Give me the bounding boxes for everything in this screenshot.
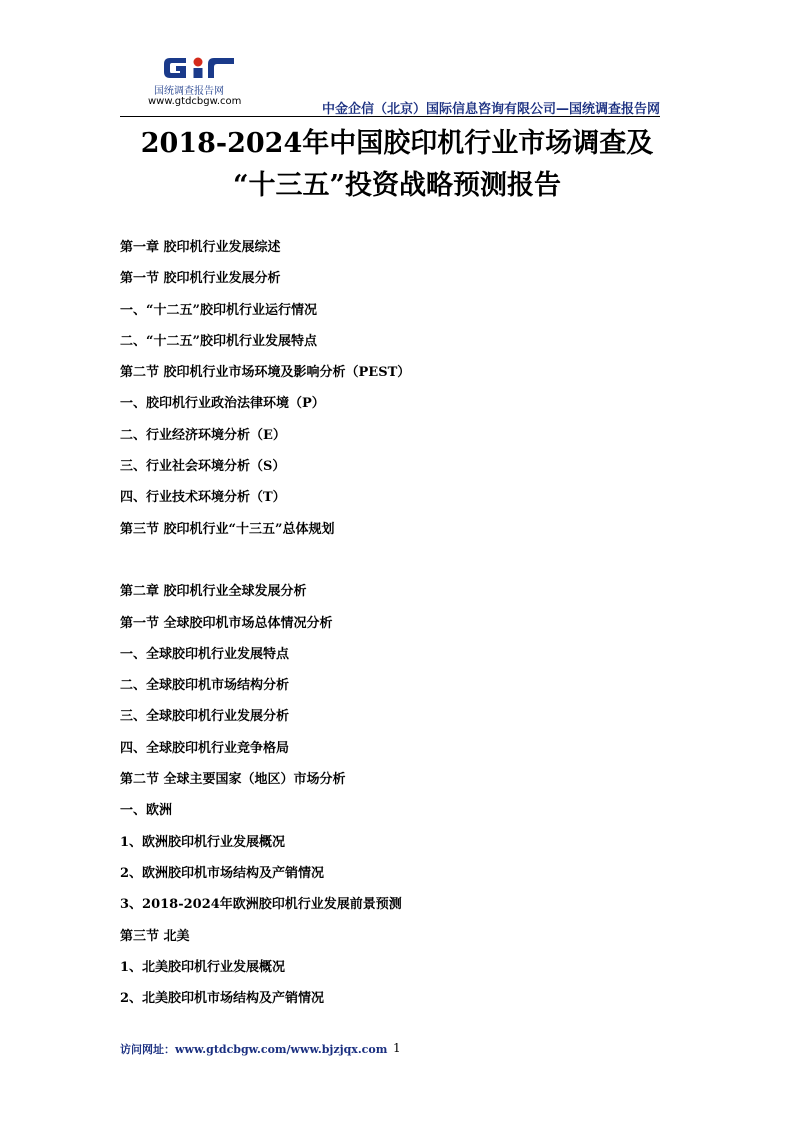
logo-url: www.gtdcbgw.com <box>148 96 242 107</box>
toc-item: 第二节 胶印机行业市场环境及影响分析（PEST） <box>120 365 411 381</box>
toc-item: 第二节 全球主要国家（地区）市场分析 <box>120 772 346 788</box>
toc-item: 2、欧洲胶印机市场结构及产销情况 <box>120 865 325 881</box>
header-divider <box>120 116 660 117</box>
footer-url-link[interactable]: www.gtdcbgw.com/www.bjzjqx.com <box>175 1043 388 1056</box>
report-title-line-1: 2018-2024年中国胶印机行业市场调查及 <box>140 128 654 159</box>
toc-item: 1、北美胶印机行业发展概况 <box>120 959 286 975</box>
report-title-line-2: “十三五”投资战略预测报告 <box>232 170 562 201</box>
footer <box>120 1041 387 1057</box>
toc-item: 第三节 北美 <box>120 928 190 944</box>
footer-label: 访问网址： <box>120 1043 175 1056</box>
logo-site-name: 国统调查报告网 <box>154 86 224 97</box>
toc-item: 二、全球胶印机市场结构分析 <box>120 678 290 694</box>
toc-item: 2、北美胶印机市场结构及产销情况 <box>120 991 325 1007</box>
logo <box>148 54 258 112</box>
toc-item: 三、全球胶印机行业发展分析 <box>120 709 290 725</box>
company-name: 中金企信（北京）国际信息咨询有限公司—国统调查报告网 <box>321 102 660 117</box>
toc-item: 第三节 胶印机行业“十三五”总体规划 <box>120 521 335 537</box>
toc-item: 一、全球胶印机行业发展特点 <box>120 646 290 662</box>
toc-item: 三、行业社会环境分析（S） <box>120 459 286 475</box>
toc-item: 一、胶印机行业政治法律环境（P） <box>120 396 325 412</box>
toc-item: 二、“十二五”胶印机行业发展特点 <box>120 333 317 349</box>
toc-item: 四、行业技术环境分析（T） <box>120 490 286 506</box>
toc-spacer <box>120 549 680 580</box>
logo-mark-icon <box>162 54 242 82</box>
toc-item: 3、2018-2024年欧洲胶印机行业发展前景预测 <box>120 897 402 913</box>
table-of-contents <box>120 236 680 1018</box>
toc-item: 第一章 胶印机行业发展综述 <box>120 240 281 255</box>
toc-item: 第一节 胶印机行业发展分析 <box>120 271 281 287</box>
toc-item: 一、“十二五”胶印机行业运行情况 <box>120 302 317 318</box>
toc-item: 第二章 胶印机行业全球发展分析 <box>120 584 307 600</box>
toc-item: 四、全球胶印机行业竞争格局 <box>120 740 290 756</box>
toc-item: 第一节 全球胶印机市场总体情况分析 <box>120 615 333 631</box>
toc-item: 二、行业经济环境分析（E） <box>120 427 286 443</box>
toc-item: 1、欧洲胶印机行业发展概况 <box>120 834 286 850</box>
page-number: 1 <box>393 1041 401 1055</box>
toc-item: 一、欧洲 <box>120 803 173 819</box>
